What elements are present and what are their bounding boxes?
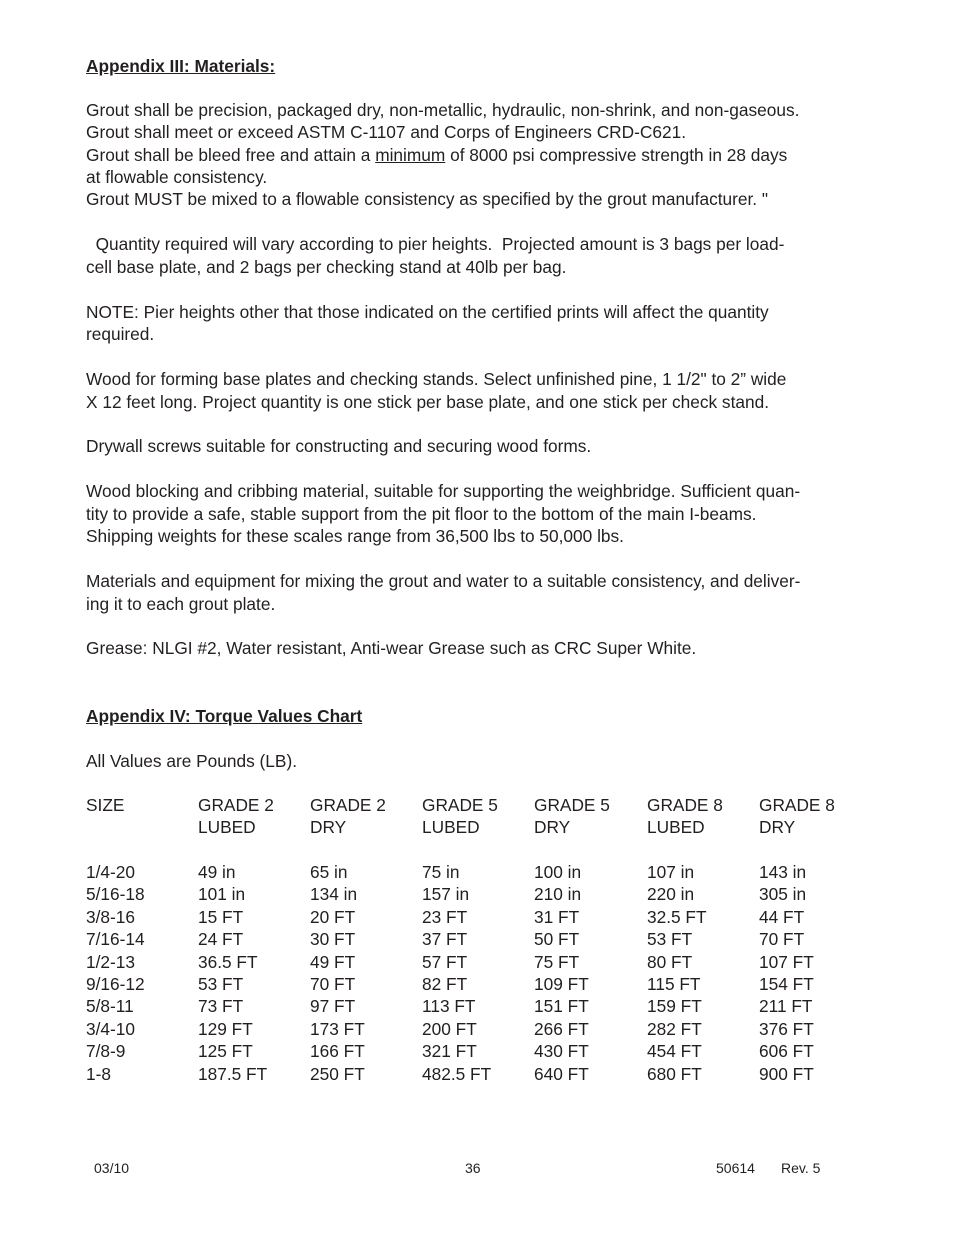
table-cell: 53 FT <box>647 929 693 950</box>
blocking-line-2: tity to provide a safe, stable support from the pit floor to the bottom of the main I-beams. <box>86 504 757 524</box>
table-cell: 37 FT <box>422 929 468 950</box>
note-line-1: NOTE: Pier heights other that those indicated on the certified prints will affect the quantity <box>86 302 769 322</box>
table-cell: 640 FT <box>534 1063 589 1084</box>
table-header-cell: LUBED <box>198 817 256 837</box>
grout-line-4: at flowable consistency. <box>86 167 268 187</box>
table-cell: 82 FT <box>422 974 468 994</box>
units-note: All Values are Pounds (LB). <box>86 751 298 771</box>
table-header-cell: GRADE 5 <box>422 795 498 815</box>
table-cell: 115 FT <box>647 974 701 994</box>
grout-line-3-post: of 8000 psi compressive strength in 28 days <box>445 145 788 165</box>
table-header-cell: GRADE 2 <box>198 795 274 815</box>
table-cell: 109 FT <box>534 974 589 994</box>
blocking-line-1: Wood blocking and cribbing material, suitable for supporting the weighbridge. Sufficient quan- <box>86 481 801 501</box>
table-header-cell: GRADE 2 <box>310 795 386 815</box>
grout-line-3-pre: Grout shall be bleed free and attain a <box>86 145 376 165</box>
mixing-line-2: ing it to each grout plate. <box>86 594 276 614</box>
footer-revision: Rev. 5 <box>781 1160 821 1176</box>
table-cell: 70 FT <box>310 974 356 994</box>
table-header-cell: DRY <box>310 817 347 837</box>
table-row-size: 1/2-13 <box>86 951 136 972</box>
table-cell: 97 FT <box>310 996 356 1017</box>
table-row-size: 3/4-10 <box>86 1018 136 1039</box>
table-row-size: 5/8-11 <box>86 996 134 1017</box>
table-row-size: 7/8-9 <box>86 1041 126 1062</box>
table-cell: 187.5 FT <box>198 1063 268 1084</box>
table-cell: 680 FT <box>647 1063 702 1084</box>
appendix-iii-heading: Appendix III: Materials: <box>86 56 276 76</box>
table-cell: 49 FT <box>310 951 356 972</box>
table-header-cell: LUBED <box>422 817 480 837</box>
table-header-cell: GRADE 8 <box>647 795 723 815</box>
table-cell: 482.5 FT <box>422 1063 492 1084</box>
table-cell: 57 FT <box>422 951 468 972</box>
footer-date: 03/10 <box>94 1160 130 1176</box>
table-cell: 30 FT <box>310 929 356 950</box>
grout-line-3 <box>86 144 787 166</box>
table-cell: 321 FT <box>422 1041 477 1062</box>
table-row-size: 1-8 <box>86 1063 111 1084</box>
table-cell: 20 FT <box>310 906 356 927</box>
table-cell: 31 FT <box>534 906 580 927</box>
table-header-cell: GRADE 5 <box>534 795 610 815</box>
wood-line-2: X 12 feet long. Project quantity is one stick per base plate, and one stick per check stand. <box>86 392 770 412</box>
grout-line-2: Grout shall meet or exceed ASTM C-1107 and Corps of Engineers CRD-C621. <box>86 122 686 142</box>
table-row-size: 1/4-20 <box>86 862 136 882</box>
table-cell: 107 in <box>647 862 695 882</box>
table-cell: 282 FT <box>647 1018 702 1039</box>
table-header-cell: DRY <box>759 817 796 837</box>
table-cell: 75 FT <box>534 951 580 972</box>
table-header-cell: DRY <box>534 817 571 837</box>
table-header-cell: LUBED <box>647 817 705 837</box>
table-cell: 220 in <box>647 884 695 905</box>
table-cell: 376 FT <box>759 1018 814 1039</box>
note-line-2: required. <box>86 324 155 344</box>
minimum-underlined: minimum <box>375 145 446 165</box>
table-cell: 53 FT <box>198 974 244 994</box>
quantity-line-2: cell base plate, and 2 bags per checking stand at 40lb per bag. <box>86 257 567 277</box>
table-cell: 143 in <box>759 862 807 882</box>
table-cell: 154 FT <box>759 974 814 994</box>
table-row-size: 7/16-14 <box>86 929 145 950</box>
table-cell: 430 FT <box>534 1041 589 1062</box>
table-cell: 454 FT <box>647 1041 702 1062</box>
table-cell: 50 FT <box>534 929 580 950</box>
table-cell: 151 FT <box>534 996 589 1017</box>
table-cell: 36.5 FT <box>198 951 258 972</box>
table-cell: 266 FT <box>534 1018 589 1039</box>
footer-page-number: 36 <box>465 1160 481 1176</box>
table-row-size: 5/16-18 <box>86 884 145 905</box>
quantity-line-1: Quantity required will vary according to pier heights. Projected amount is 3 bags per load- <box>86 234 785 254</box>
grout-line-1: Grout shall be precision, packaged dry, non-metallic, hydraulic, non-shrink, and non-gaseous. <box>86 100 800 120</box>
table-cell: 200 FT <box>422 1018 477 1039</box>
table-cell: 44 FT <box>759 906 805 927</box>
table-cell: 159 FT <box>647 996 702 1017</box>
table-cell: 80 FT <box>647 951 693 972</box>
wood-line-1: Wood for forming base plates and checking stands. Select unfinished pine, 1 1/2" to 2” wide <box>86 369 787 389</box>
table-cell: 100 in <box>534 862 582 882</box>
table-row-size: 3/8-16 <box>86 906 136 927</box>
table-cell: 173 FT <box>310 1018 365 1039</box>
table-cell: 134 in <box>310 884 358 905</box>
table-header-cell: GRADE 8 <box>759 795 835 815</box>
appendix-iv-heading: Appendix IV: Torque Values Chart <box>86 706 363 726</box>
table-cell: 49 in <box>198 862 236 882</box>
table-cell: 73 FT <box>198 996 244 1017</box>
table-cell: 125 FT <box>198 1041 253 1062</box>
table-cell: 166 FT <box>310 1041 365 1062</box>
table-cell: 23 FT <box>422 906 468 927</box>
table-cell: 157 in <box>422 884 470 905</box>
drywall-line: Drywall screws suitable for constructing and securing wood forms. <box>86 436 592 456</box>
table-cell: 606 FT <box>759 1041 814 1062</box>
table-cell: 101 in <box>198 884 246 905</box>
table-cell: 210 in <box>534 884 582 905</box>
table-cell: 305 in <box>759 884 807 905</box>
mixing-line-1: Materials and equipment for mixing the grout and water to a suitable consistency, and deliver- <box>86 571 801 591</box>
table-cell: 65 in <box>310 862 348 882</box>
table-cell: 129 FT <box>198 1018 253 1039</box>
footer-doc-number: 50614 <box>716 1160 755 1176</box>
table-cell: 113 FT <box>422 996 476 1017</box>
table-row-size: 9/16-12 <box>86 974 145 994</box>
table-cell: 250 FT <box>310 1063 365 1084</box>
table-cell: 70 FT <box>759 929 805 950</box>
table-cell: 75 in <box>422 862 460 882</box>
table-header-cell: SIZE <box>86 795 125 815</box>
table-cell: 15 FT <box>198 906 244 927</box>
table-cell: 211 FT <box>759 996 813 1017</box>
blocking-line-3: Shipping weights for these scales range from 36,500 lbs to 50,000 lbs. <box>86 526 624 546</box>
table-cell: 24 FT <box>198 929 244 950</box>
table-cell: 900 FT <box>759 1063 814 1084</box>
grease-line: Grease: NLGI #2, Water resistant, Anti-wear Grease such as CRC Super White. <box>86 638 697 658</box>
table-cell: 32.5 FT <box>647 906 707 927</box>
table-cell: 107 FT <box>759 951 814 972</box>
grout-line-5: Grout MUST be mixed to a flowable consistency as specified by the grout manufacturer. " <box>86 189 769 209</box>
